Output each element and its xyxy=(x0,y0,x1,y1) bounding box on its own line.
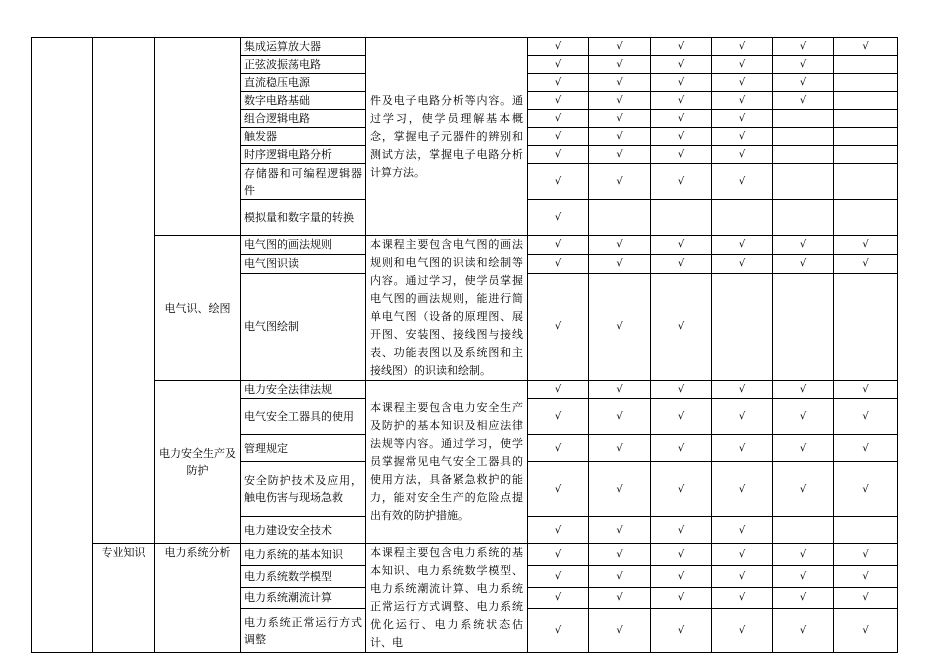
level-mark-cell xyxy=(773,273,834,380)
level-mark-cell: √ xyxy=(651,74,712,92)
topic-cell: 电力系统的基本知识 xyxy=(241,544,366,566)
level-mark-cell: √ xyxy=(589,609,651,653)
level-mark-cell: √ xyxy=(773,435,834,462)
level-mark-cell: √ xyxy=(589,399,651,435)
topic-cell: 电力安全法律法规 xyxy=(241,381,366,399)
level-mark-cell: √ xyxy=(712,74,773,92)
level-mark-cell: √ xyxy=(528,128,589,146)
level-mark-cell: √ xyxy=(712,462,773,517)
level-mark-cell: √ xyxy=(528,236,589,255)
level-mark-cell: √ xyxy=(834,399,898,435)
level-mark-cell: √ xyxy=(651,92,712,110)
level-mark-cell: √ xyxy=(712,381,773,399)
level-mark-cell xyxy=(773,164,834,200)
description-cell: 本课程主要包含电气图的画法规则和电气图的识读和绘制等内容。通过学习，使学员掌握电气图的画法规则，能进行简单电气图（设备的原理图、展开图、安装图、接线图与接线表、功能表图以及系统图和主接线图）的识读和绘制。 xyxy=(366,236,528,381)
level-mark-cell: √ xyxy=(712,399,773,435)
level-mark-cell xyxy=(834,74,898,92)
level-mark-cell: √ xyxy=(651,110,712,128)
level-mark-cell: √ xyxy=(712,146,773,164)
level-mark-cell: √ xyxy=(773,609,834,653)
level-mark-cell: √ xyxy=(651,381,712,399)
level-mark-cell: √ xyxy=(589,236,651,255)
level-mark-cell: √ xyxy=(528,38,589,56)
level-mark-cell: √ xyxy=(528,92,589,110)
level-mark-cell: √ xyxy=(712,609,773,653)
level-mark-cell: √ xyxy=(528,517,589,544)
level-mark-cell xyxy=(834,56,898,74)
level-mark-cell: √ xyxy=(773,56,834,74)
level-mark-cell: √ xyxy=(773,565,834,587)
level-mark-cell: √ xyxy=(773,544,834,566)
description-cell: 本课程主要包含电力安全生产及防护的基本知识及相应法律法规等内容。通过学习，使学员掌握常见电气安全工器具的使用方法，具备紧急救护的能力，能对安全生产的危险点提出有效的防护措施。 xyxy=(366,381,528,544)
level-mark-cell: √ xyxy=(589,273,651,380)
topic-cell: 电气图的画法规则 xyxy=(241,236,366,255)
topic-cell: 时序逻辑电路分析 xyxy=(241,146,366,164)
level-mark-cell: √ xyxy=(834,381,898,399)
level-mark-cell xyxy=(834,92,898,110)
level-mark-cell: √ xyxy=(773,74,834,92)
level-mark-cell: √ xyxy=(589,56,651,74)
level-mark-cell: √ xyxy=(651,164,712,200)
level-mark-cell xyxy=(834,128,898,146)
table-row xyxy=(32,544,898,566)
level-mark-cell: √ xyxy=(834,435,898,462)
level-mark-cell: √ xyxy=(834,462,898,517)
level-mark-cell: √ xyxy=(773,587,834,609)
level-mark-cell: √ xyxy=(528,200,589,236)
level-mark-cell: √ xyxy=(834,544,898,566)
level-mark-cell: √ xyxy=(651,609,712,653)
level-mark-cell xyxy=(834,517,898,544)
topic-cell: 直流稳压电源 xyxy=(241,74,366,92)
topic-cell: 电力系统潮流计算 xyxy=(241,587,366,609)
level-mark-cell xyxy=(773,128,834,146)
level-mark-cell: √ xyxy=(589,110,651,128)
level-mark-cell: √ xyxy=(528,462,589,517)
level-mark-cell xyxy=(773,110,834,128)
level-mark-cell: √ xyxy=(834,38,898,56)
level-mark-cell: √ xyxy=(528,164,589,200)
level-mark-cell xyxy=(773,200,834,236)
level-mark-cell: √ xyxy=(773,399,834,435)
level-mark-cell: √ xyxy=(651,435,712,462)
level-mark-cell: √ xyxy=(589,517,651,544)
level-mark-cell: √ xyxy=(528,273,589,380)
description-cell: 件及电子电路分析等内容。通过学习，使学员理解基本概念，掌握电子元器件的辨别和测试方法，掌握电子电路分析计算方法。 xyxy=(366,38,528,236)
level-mark-cell: √ xyxy=(651,254,712,273)
level-mark-cell: √ xyxy=(528,146,589,164)
level-mark-cell: √ xyxy=(834,236,898,255)
level-mark-cell: √ xyxy=(773,236,834,255)
topic-cell: 触发器 xyxy=(241,128,366,146)
topic-cell: 安全防护技术及应用，触电伤害与现场急救 xyxy=(241,462,366,517)
level-mark-cell: √ xyxy=(651,146,712,164)
topic-cell: 存储器和可编程逻辑器件 xyxy=(241,164,366,200)
level-mark-cell: √ xyxy=(773,381,834,399)
level-mark-cell: √ xyxy=(651,56,712,74)
level-mark-cell: √ xyxy=(651,544,712,566)
level-mark-cell xyxy=(712,273,773,380)
level-mark-cell: √ xyxy=(528,56,589,74)
topic-cell: 电气安全工器具的使用 xyxy=(241,399,366,435)
description-cell: 本课程主要包含电力系统的基本知识、电力系统数学模型、电力系统潮流计算、电力系统正常运行方式调整、电力系统优化运行、电力系统状态估计、电 xyxy=(366,544,528,653)
level-mark-cell: √ xyxy=(712,110,773,128)
level-mark-cell: √ xyxy=(589,544,651,566)
level-mark-cell: √ xyxy=(589,254,651,273)
topic-cell: 电气图识读 xyxy=(241,254,366,273)
level-mark-cell: √ xyxy=(712,517,773,544)
level-mark-cell xyxy=(834,273,898,380)
level-mark-cell: √ xyxy=(712,236,773,255)
table-row xyxy=(32,38,898,56)
level-mark-cell: √ xyxy=(834,254,898,273)
level-mark-cell: √ xyxy=(712,38,773,56)
level-mark-cell: √ xyxy=(651,462,712,517)
level-mark-cell: √ xyxy=(589,587,651,609)
level-mark-cell xyxy=(773,146,834,164)
level-mark-cell: √ xyxy=(712,544,773,566)
level-mark-cell: √ xyxy=(528,565,589,587)
topic-cell: 组合逻辑电路 xyxy=(241,110,366,128)
level-mark-cell: √ xyxy=(528,381,589,399)
level-mark-cell: √ xyxy=(712,128,773,146)
category-cell xyxy=(93,38,155,544)
level-mark-cell: √ xyxy=(589,128,651,146)
level-mark-cell: √ xyxy=(528,587,589,609)
group-cell: 电力系统分析 xyxy=(155,544,241,653)
level-mark-cell: √ xyxy=(589,38,651,56)
category-cell: 专业知识 xyxy=(93,544,155,653)
level-mark-cell: √ xyxy=(589,146,651,164)
level-mark-cell xyxy=(834,110,898,128)
level-mark-cell: √ xyxy=(773,92,834,110)
topic-cell: 集成运算放大器 xyxy=(241,38,366,56)
level-mark-cell: √ xyxy=(651,236,712,255)
level-mark-cell xyxy=(834,146,898,164)
level-mark-cell xyxy=(834,164,898,200)
topic-cell: 电气图绘制 xyxy=(241,273,366,380)
level-mark-cell: √ xyxy=(712,435,773,462)
level-mark-cell: √ xyxy=(528,110,589,128)
level-mark-cell: √ xyxy=(712,92,773,110)
level-mark-cell: √ xyxy=(528,399,589,435)
level-mark-cell: √ xyxy=(589,74,651,92)
level-mark-cell: √ xyxy=(834,565,898,587)
level-mark-cell: √ xyxy=(712,56,773,74)
level-mark-cell xyxy=(589,200,651,236)
level-mark-cell: √ xyxy=(651,128,712,146)
level-mark-cell: √ xyxy=(528,609,589,653)
topic-cell: 管理规定 xyxy=(241,435,366,462)
level-mark-cell: √ xyxy=(712,164,773,200)
level-mark-cell: √ xyxy=(589,164,651,200)
level-mark-cell: √ xyxy=(589,92,651,110)
level-mark-cell: √ xyxy=(651,399,712,435)
level-mark-cell: √ xyxy=(834,609,898,653)
level-mark-cell: √ xyxy=(651,517,712,544)
table-row xyxy=(32,381,898,399)
topic-cell: 电力系统数学模型 xyxy=(241,565,366,587)
level-mark-cell: √ xyxy=(773,462,834,517)
level-mark-cell: √ xyxy=(651,38,712,56)
level-mark-cell: √ xyxy=(528,74,589,92)
topic-cell: 电力建设安全技术 xyxy=(241,517,366,544)
level-mark-cell xyxy=(773,517,834,544)
level-mark-cell: √ xyxy=(773,38,834,56)
topic-cell: 模拟量和数字量的转换 xyxy=(241,200,366,236)
level-mark-cell: √ xyxy=(834,587,898,609)
topic-cell: 数字电路基础 xyxy=(241,92,366,110)
level-mark-cell: √ xyxy=(651,565,712,587)
level-mark-cell: √ xyxy=(712,254,773,273)
level-mark-cell: √ xyxy=(773,254,834,273)
table-row xyxy=(32,236,898,255)
level-mark-cell: √ xyxy=(528,254,589,273)
topic-cell: 电力系统正常运行方式调整 xyxy=(241,609,366,653)
group-cell xyxy=(155,38,241,236)
level-mark-cell: √ xyxy=(589,381,651,399)
level-mark-cell: √ xyxy=(528,435,589,462)
level-mark-cell: √ xyxy=(651,587,712,609)
level-mark-cell: √ xyxy=(528,544,589,566)
topic-cell: 正弦波振荡电路 xyxy=(241,56,366,74)
level-mark-cell xyxy=(712,200,773,236)
group-cell: 电气识、绘图 xyxy=(155,236,241,381)
level-mark-cell: √ xyxy=(712,587,773,609)
level-mark-cell: √ xyxy=(589,565,651,587)
level-mark-cell: √ xyxy=(589,462,651,517)
level-mark-cell xyxy=(651,200,712,236)
level-mark-cell xyxy=(834,200,898,236)
level-mark-cell: √ xyxy=(651,273,712,380)
category-cell xyxy=(32,38,93,653)
group-cell: 电力安全生产及防护 xyxy=(155,381,241,544)
level-mark-cell: √ xyxy=(712,565,773,587)
level-mark-cell: √ xyxy=(589,435,651,462)
curriculum-table xyxy=(31,37,898,653)
